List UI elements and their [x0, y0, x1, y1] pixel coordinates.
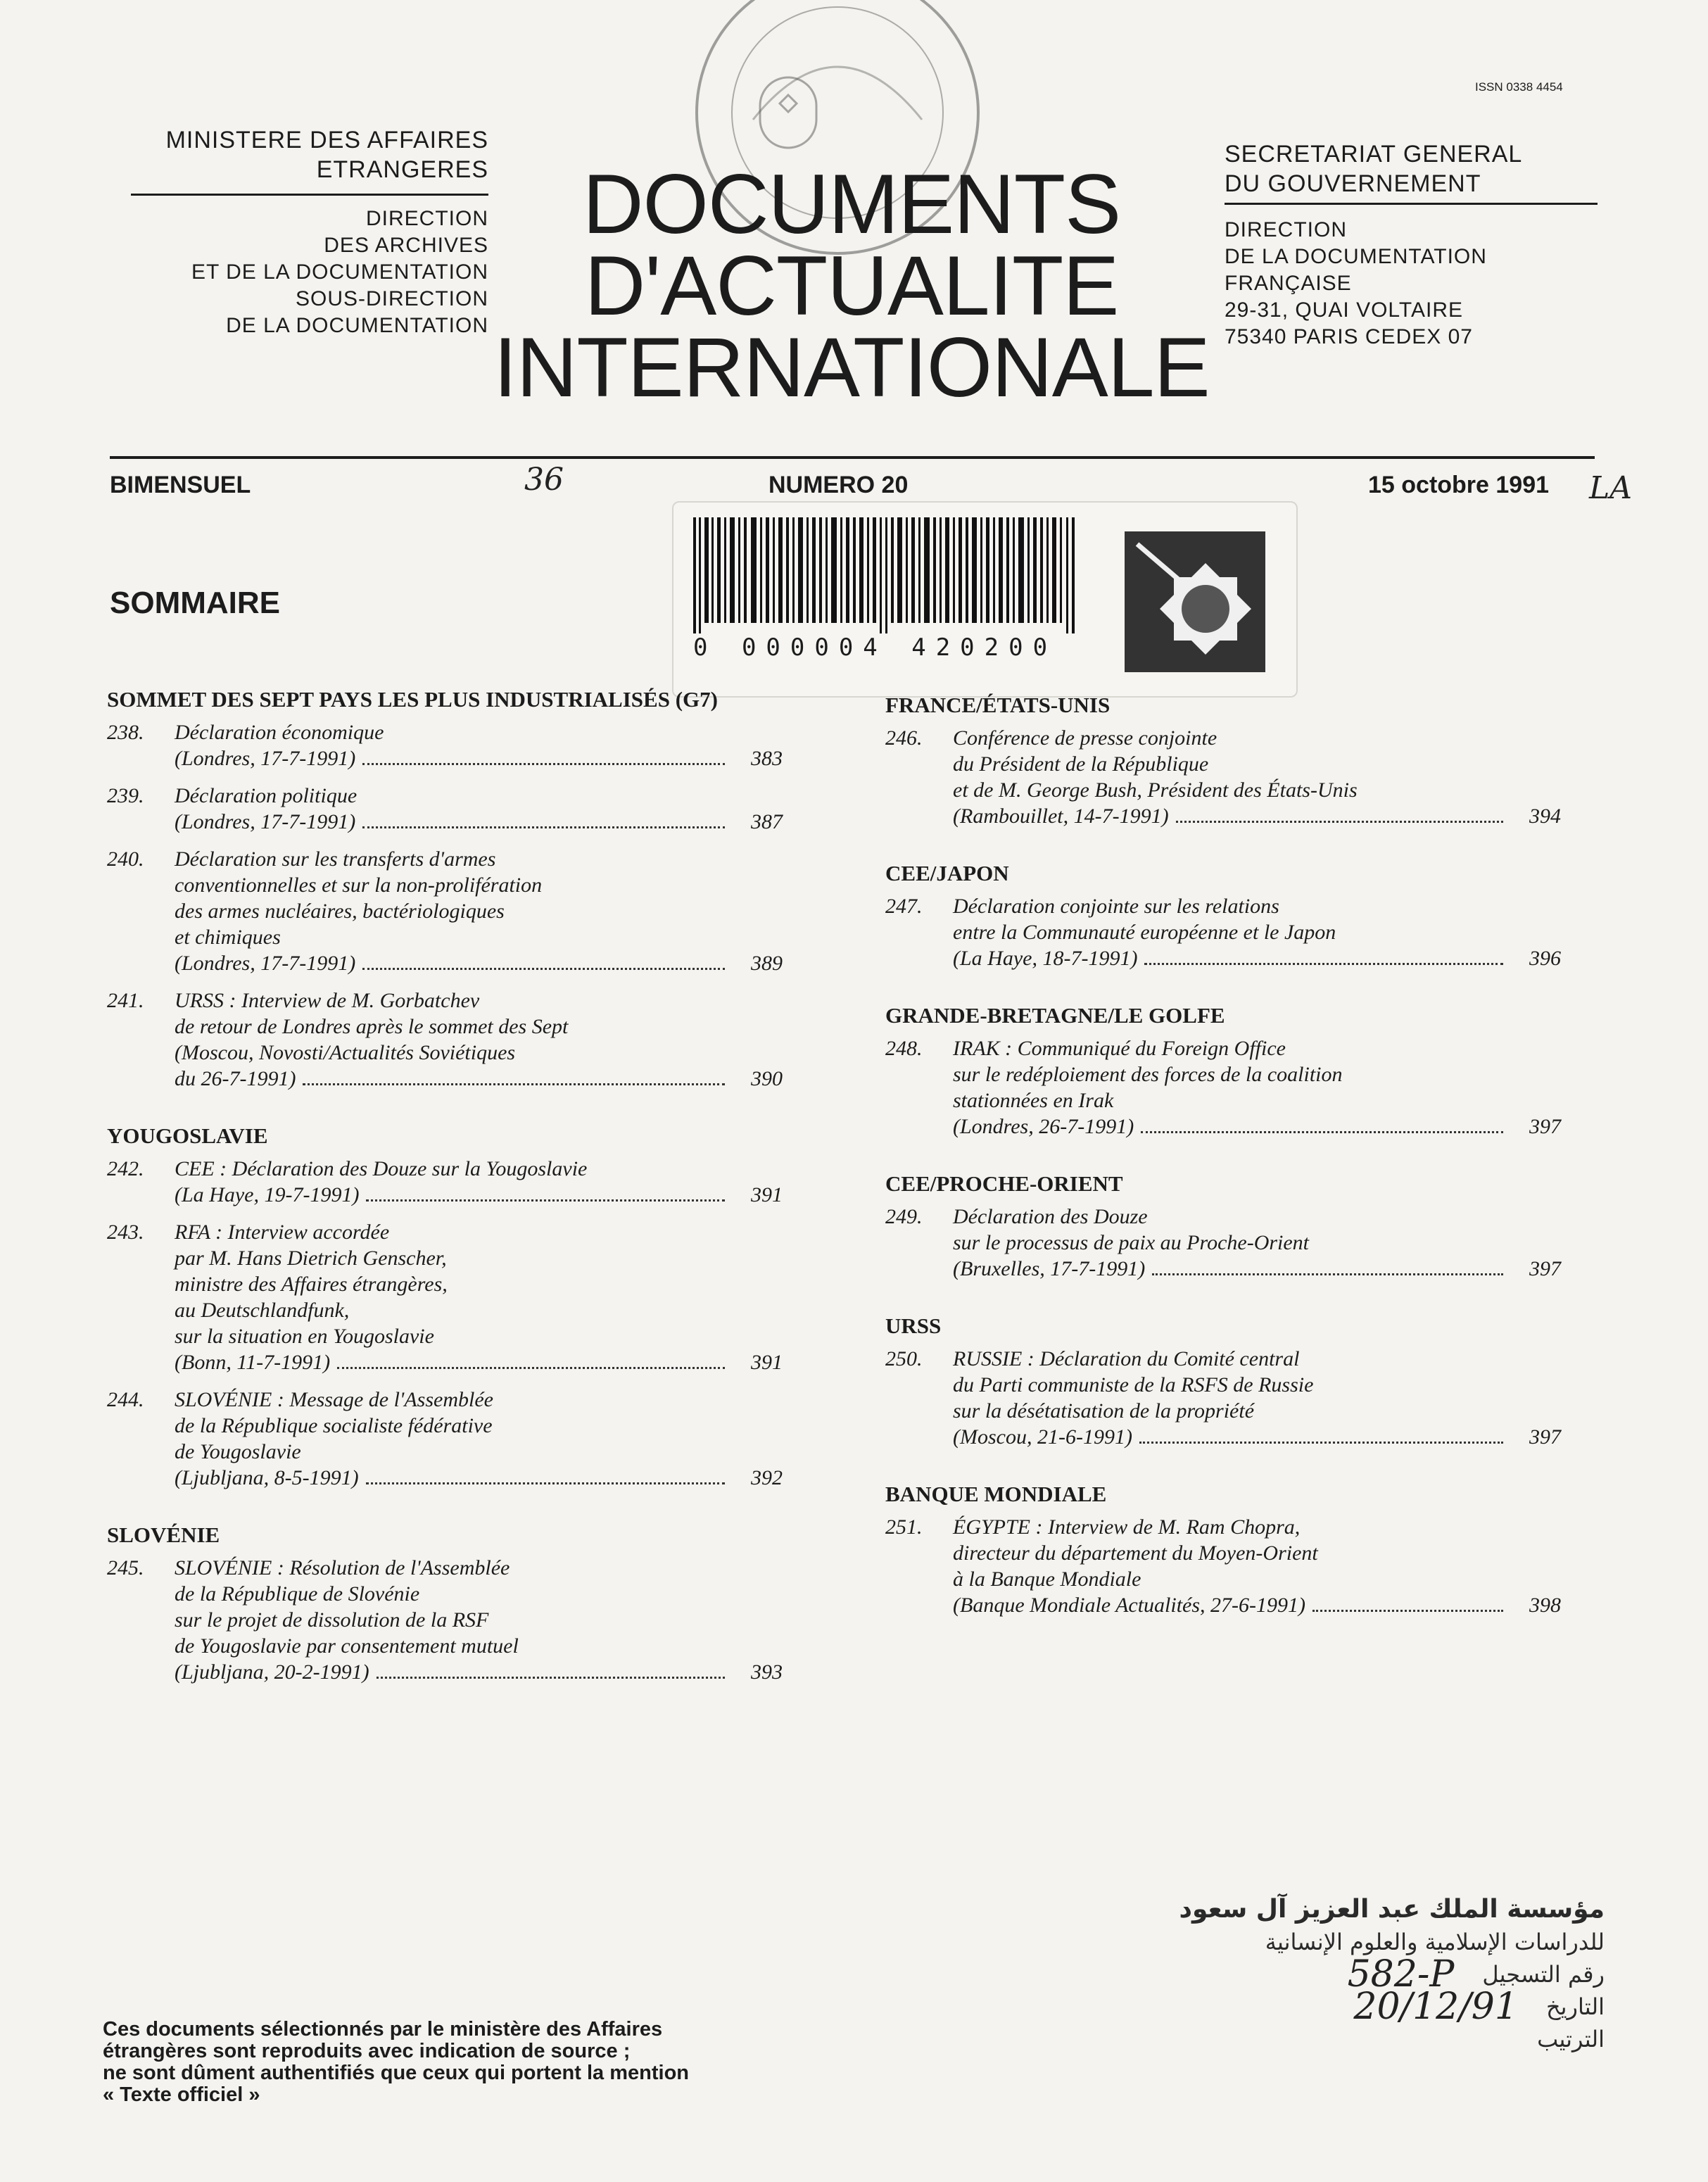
entry-number: 246. — [885, 726, 923, 750]
entry-source: (Moscou, 21-6-1991) — [953, 1425, 1132, 1449]
page-number: 390 — [751, 1067, 783, 1090]
entry-line: sur la désétatisation de la propriété — [953, 1399, 1255, 1423]
entry-source: (La Haye, 19-7-1991) — [175, 1183, 360, 1206]
section-heading: SOMMET DES SEPT PAYS LES PLUS INDUSTRIALISÉS (G7) — [107, 687, 718, 712]
handwritten-initials: LA — [1589, 470, 1632, 506]
address-line: 75340 PARIS CEDEX 07 — [1225, 325, 1473, 348]
direction-line: DIRECTION — [366, 207, 488, 230]
entry-line: Déclaration politique — [175, 784, 358, 807]
page-number: 392 — [751, 1466, 783, 1489]
entry-source: (La Haye, 18-7-1991) — [953, 947, 1138, 970]
publisher-logo-icon — [1125, 531, 1265, 672]
page-number: 393 — [751, 1660, 783, 1684]
page-number: 394 — [1529, 805, 1561, 828]
entry-line: sur la situation en Yougoslavie — [175, 1325, 434, 1348]
direction-line: DE LA DOCUMENTATION — [226, 314, 488, 337]
entry-source: (Rambouillet, 14-7-1991) — [953, 805, 1169, 828]
entry-number: 250. — [885, 1347, 923, 1370]
issn-number: ISSN 0338 4454 — [1475, 80, 1563, 94]
entry-source: (Bruxelles, 17-7-1991) — [953, 1257, 1146, 1280]
entry-source: (Londres, 17-7-1991) — [175, 810, 356, 833]
section-heading: BANQUE MONDIALE — [885, 1482, 1107, 1506]
entry-number: 242. — [107, 1157, 144, 1180]
toc-entry[interactable] — [885, 1346, 1561, 1450]
stamp-label: رقم التسجيل — [1482, 1961, 1605, 1988]
toc-entry[interactable] — [107, 988, 783, 1092]
handwritten-number: 36 — [524, 462, 564, 498]
stamp-label: التاريخ — [1545, 1993, 1605, 2020]
page-number: 391 — [751, 1351, 783, 1374]
page-number: 389 — [751, 952, 783, 975]
toc-entry[interactable] — [107, 1387, 783, 1491]
entry-line: CEE : Déclaration des Douze sur la Yougoslavie — [175, 1157, 588, 1180]
page-number: 383 — [751, 747, 783, 770]
direction-line: DES ARCHIVES — [324, 234, 488, 257]
entry-line: Déclaration sur les transferts d'armes — [175, 847, 496, 871]
dot-leader — [337, 1367, 725, 1369]
secretariat-line: SECRETARIAT GENERAL — [1225, 141, 1523, 168]
entry-line: URSS : Interview de M. Gorbatchev — [175, 989, 480, 1012]
entry-number: 240. — [107, 847, 144, 871]
section-heading: GRANDE-BRETAGNE/LE GOLFE — [885, 1003, 1225, 1028]
entry-line: SLOVÉNIE : Message de l'Assemblée — [175, 1388, 493, 1411]
entry-line: par M. Hans Dietrich Genscher, — [175, 1247, 447, 1270]
ministry-line: ETRANGERES — [316, 156, 488, 183]
direction-line: ET DE LA DOCUMENTATION — [191, 260, 488, 284]
entry-line: de retour de Londres après le sommet des Sept — [175, 1015, 569, 1038]
stamp-label: الترتيب — [1537, 2026, 1605, 2052]
entry-line: Déclaration des Douze — [953, 1205, 1148, 1228]
ministry-line: MINISTERE DES AFFAIRES — [165, 127, 488, 153]
header-divider-left — [131, 194, 488, 196]
dot-leader — [366, 1482, 725, 1484]
page-number: 387 — [751, 810, 783, 833]
section-heading: SLOVÉNIE — [107, 1522, 220, 1547]
dot-leader — [1139, 1442, 1503, 1444]
entry-source: (Londres, 17-7-1991) — [175, 952, 356, 975]
registration-stamp — [971, 1893, 1605, 2055]
ministry-direction — [131, 206, 488, 339]
entry-line: au Deutschlandfunk, — [175, 1299, 350, 1322]
issue-number: NUMERO 20 — [768, 472, 909, 498]
entry-line: à la Banque Mondiale — [953, 1568, 1141, 1591]
entry-number: 239. — [107, 784, 144, 807]
entry-number: 244. — [107, 1388, 144, 1411]
entry-source: (Banque Mondiale Actualités, 27-6-1991) — [953, 1594, 1306, 1617]
entry-line: de Yougoslavie par consentement mutuel — [175, 1634, 519, 1658]
toc-entry[interactable] — [107, 719, 783, 771]
toc-right-column — [885, 692, 1561, 1629]
toc-entry[interactable] — [885, 725, 1561, 829]
entry-source: (Ljubljana, 20-2-1991) — [175, 1660, 369, 1684]
entry-line: (Moscou, Novosti/Actualités Soviétiques — [175, 1041, 516, 1064]
entry-line: de la République de Slovénie — [175, 1582, 420, 1606]
entry-number: 243. — [107, 1221, 144, 1244]
page-number: 398 — [1529, 1594, 1561, 1617]
entry-line: Conférence de presse conjointe — [953, 726, 1217, 750]
secretariat-direction — [1225, 217, 1598, 351]
entry-line: conventionnelles et sur la non-prolifération — [175, 874, 543, 897]
stamp-registration: 582-P — [1347, 1953, 1455, 1995]
footer-line: ne sont dûment authentifiés que ceux qui portent la mention — [103, 2062, 689, 2084]
barcode-digits: 0 000004 420200 — [693, 633, 1058, 662]
secretariat-line: DU GOUVERNEMENT — [1225, 170, 1481, 197]
entry-number: 241. — [107, 989, 144, 1012]
entry-line: du Président de la République — [953, 752, 1209, 776]
dot-leader — [1312, 1610, 1503, 1612]
toc-entry[interactable] — [107, 1555, 783, 1685]
entry-line: du Parti communiste de la RSFS de Russie — [953, 1373, 1314, 1396]
section-heading: FRANCE/ÉTATS-UNIS — [885, 693, 1111, 717]
toc-entry[interactable] — [107, 846, 783, 976]
entry-number: 251. — [885, 1515, 923, 1539]
page-number: 397 — [1529, 1257, 1561, 1280]
toc-entry[interactable] — [885, 893, 1561, 971]
toc-entry[interactable] — [107, 783, 783, 835]
title-line: DOCUMENTS — [582, 157, 1121, 251]
ministry-name — [131, 125, 488, 184]
entry-line: sur le processus de paix au Proche-Orient — [953, 1231, 1310, 1254]
section-heading: CEE/PROCHE-ORIENT — [885, 1171, 1123, 1196]
entry-line: RFA : Interview accordée — [175, 1221, 390, 1244]
stamp-line: مؤسسة الملك عبد العزيز آل سعود — [1179, 1895, 1605, 1924]
entry-line: directeur du département du Moyen-Orient — [953, 1541, 1318, 1565]
dot-leader — [362, 968, 725, 970]
entry-line: entre la Communauté européenne et le Japon — [953, 921, 1336, 944]
dot-leader — [362, 763, 725, 765]
stamp-date: 20/12/91 — [1353, 1986, 1518, 2028]
entry-line: sur le projet de dissolution de la RSF — [175, 1608, 489, 1632]
entry-line: stationnées en Irak — [953, 1089, 1114, 1112]
frequency: BIMENSUEL — [110, 472, 251, 498]
stamp-line: للدراسات الإسلامية والعلوم الإنسانية — [1265, 1929, 1605, 1955]
section-heading: URSS — [885, 1313, 942, 1338]
entry-source: (Londres, 26-7-1991) — [953, 1115, 1134, 1138]
title-line: D'ACTUALITE — [584, 239, 1119, 333]
toc-entry[interactable] — [107, 1156, 783, 1208]
dot-leader — [303, 1083, 725, 1085]
footer-line: « Texte officiel » — [103, 2083, 260, 2106]
entry-line: sur le redéploiement des forces de la coalition — [953, 1063, 1343, 1086]
entry-line: SLOVÉNIE : Résolution de l'Assemblée — [175, 1556, 510, 1579]
entry-line: et de M. George Bush, Président des États-Unis — [953, 778, 1358, 802]
section-heading: CEE/JAPON — [885, 861, 1009, 885]
address-line: DIRECTION — [1225, 218, 1347, 241]
toc-entry[interactable] — [885, 1204, 1561, 1282]
toc-entry[interactable] — [885, 1514, 1561, 1618]
direction-line: SOUS-DIRECTION — [295, 287, 488, 310]
dot-leader — [1141, 1131, 1503, 1133]
address-line: FRANÇAISE — [1225, 272, 1352, 295]
footer-line: étrangères sont reproduits avec indication de source ; — [103, 2040, 631, 2062]
title-divider — [110, 456, 1595, 459]
entry-line: Déclaration économique — [175, 721, 384, 744]
entry-line: RUSSIE : Déclaration du Comité central — [953, 1347, 1300, 1370]
page-number: 397 — [1529, 1425, 1561, 1449]
toc-entry[interactable] — [107, 1219, 783, 1375]
page-number: 396 — [1529, 947, 1561, 970]
title-line: INTERNATIONALE — [493, 320, 1210, 415]
header-divider-right — [1225, 203, 1598, 205]
entry-source: (Bonn, 11-7-1991) — [175, 1351, 331, 1374]
entry-source: du 26-7-1991) — [175, 1067, 296, 1090]
secretariat-name — [1225, 139, 1598, 198]
entry-line: et chimiques — [175, 926, 281, 949]
dot-leader — [362, 826, 725, 828]
entry-line: de Yougoslavie — [175, 1440, 301, 1463]
sommaire-heading: SOMMAIRE — [110, 586, 280, 620]
address-line: 29-31, QUAI VOLTAIRE — [1225, 298, 1463, 322]
page-number: 391 — [751, 1183, 783, 1206]
publication-title — [479, 157, 1225, 415]
dot-leader — [366, 1199, 725, 1202]
footer-line: Ces documents sélectionnés par le ministère des Affaires — [103, 2018, 663, 2041]
dot-leader — [1176, 821, 1503, 823]
entry-number: 249. — [885, 1205, 923, 1228]
page-number: 397 — [1529, 1115, 1561, 1138]
address-line: DE LA DOCUMENTATION — [1225, 245, 1487, 268]
entry-number: 247. — [885, 895, 923, 918]
entry-line: Déclaration conjointe sur les relations — [953, 895, 1279, 918]
entry-source: (Ljubljana, 8-5-1991) — [175, 1466, 359, 1489]
entry-number: 245. — [107, 1556, 144, 1579]
entry-line: IRAK : Communiqué du Foreign Office — [953, 1037, 1286, 1060]
entry-number: 248. — [885, 1037, 923, 1060]
section-heading: YOUGOSLAVIE — [107, 1123, 268, 1148]
entry-source: (Londres, 17-7-1991) — [175, 747, 356, 770]
entry-line: ÉGYPTE : Interview de M. Ram Chopra, — [953, 1515, 1301, 1539]
barcode — [693, 517, 1087, 633]
entry-line: ministre des Affaires étrangères, — [175, 1273, 448, 1296]
entry-number: 238. — [107, 721, 144, 744]
entry-line: des armes nucléaires, bactériologiques — [175, 900, 505, 923]
toc-entry[interactable] — [885, 1035, 1561, 1140]
footer-note — [103, 2019, 835, 2106]
entry-line: de la République socialiste fédérative — [175, 1414, 493, 1437]
toc-left-column — [107, 686, 783, 1696]
issue-date: 15 octobre 1991 — [1368, 472, 1550, 498]
dot-leader — [1152, 1273, 1503, 1275]
dot-leader — [1144, 963, 1503, 965]
dot-leader — [377, 1677, 725, 1679]
